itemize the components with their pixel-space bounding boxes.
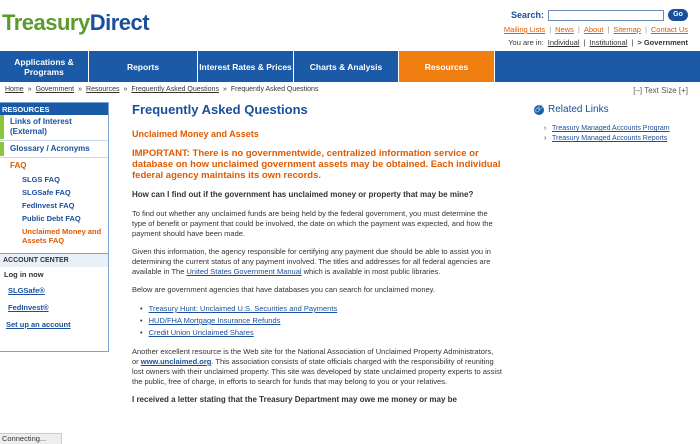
crumb-sep: » bbox=[123, 86, 128, 93]
individual-link[interactable]: Individual bbox=[547, 38, 580, 47]
treasury-hunt-link[interactable]: Treasury Hunt: Unclaimed U.S. Securities and Payments bbox=[148, 304, 338, 313]
logo-text-direct: Direct bbox=[89, 10, 150, 35]
nav-resources[interactable]: Resources bbox=[399, 51, 495, 82]
government-current: > Government bbox=[637, 38, 688, 47]
text-size-control[interactable]: [–] Text Size [+] bbox=[633, 86, 688, 95]
crumb-sep: » bbox=[222, 86, 227, 93]
search-bar bbox=[511, 9, 688, 21]
faq-paragraph: To find out whether any unclaimed funds are being held by the federal government, you must determine the type of benefit or payment that could be involved, the date on which the payment was expected, and how the payment should have been made. bbox=[132, 209, 493, 238]
crumb-current: Frequently Asked Questions bbox=[230, 86, 319, 93]
agency-list bbox=[140, 303, 502, 339]
nav-reports[interactable]: Reports bbox=[89, 51, 198, 82]
paragraph-text: which is available in most public libraries. bbox=[301, 267, 441, 276]
main-content bbox=[132, 102, 502, 414]
search-go-button[interactable]: Go bbox=[668, 9, 688, 21]
crumb-resources[interactable]: Resources bbox=[86, 86, 120, 93]
sidebar-item-faq[interactable]: FAQ bbox=[10, 161, 27, 170]
sidebar-item-glossary[interactable]: Glossary / Acronyms bbox=[0, 142, 108, 156]
separator: | bbox=[549, 25, 552, 34]
separator: | bbox=[583, 38, 586, 47]
paragraph-text: Given this information, the agency responsible for certifying any payment due should be able to assist you in determining the current status of any payment involved. The titles and addresses for all federal agencies are available in The bbox=[132, 247, 491, 276]
slgsafe-login-link[interactable]: SLGSafe® bbox=[8, 286, 45, 295]
you-are-in-label: You are in: bbox=[508, 38, 544, 47]
faq-paragraph: Below are government agencies that have databases you can search for unclaimed money. bbox=[132, 285, 435, 294]
faq-paragraph bbox=[132, 347, 502, 387]
link-icon: 🔗 bbox=[534, 105, 544, 113]
account-center-heading: ACCOUNT CENTER bbox=[0, 253, 108, 267]
separator: | bbox=[607, 25, 610, 34]
separator: | bbox=[631, 38, 634, 47]
sitemap-link[interactable]: Sitemap bbox=[613, 25, 641, 34]
crumb-sep: » bbox=[27, 86, 32, 93]
related-links bbox=[534, 104, 694, 145]
logo-text-treasury: Treasury bbox=[2, 10, 90, 35]
crumb-home[interactable]: Home bbox=[5, 86, 24, 93]
sidebar-subitem-public-debt-faq[interactable]: Public Debt FAQ bbox=[22, 214, 81, 223]
faq-paragraph bbox=[132, 247, 502, 277]
related-link-accounts-reports[interactable]: › Treasury Managed Accounts Reports bbox=[552, 135, 694, 142]
sidebar-divider bbox=[0, 140, 108, 141]
breadcrumb bbox=[5, 86, 318, 93]
paragraph-text: Another excellent resource is the Web site for the National Association of Unclaimed Property Administrators, or bbox=[132, 347, 494, 366]
gov-manual-link[interactable]: United States Government Manual bbox=[186, 267, 302, 276]
credit-union-link[interactable]: Credit Union Unclaimed Shares bbox=[148, 328, 254, 337]
fedinvest-login-link[interactable]: FedInvest® bbox=[8, 303, 49, 312]
unclaimed-org-link[interactable]: www.unclaimed.org bbox=[140, 357, 212, 366]
hud-fha-link[interactable]: HUD/FHA Mortgage Insurance Refunds bbox=[148, 316, 281, 325]
nav-interest-rates[interactable]: Interest Rates & Prices bbox=[198, 51, 294, 82]
faq-question: I received a letter stating that the Treasury Department may owe me money or may be bbox=[132, 395, 458, 404]
sidebar-divider bbox=[0, 157, 108, 158]
treasurydirect-logo[interactable] bbox=[2, 10, 149, 36]
sidebar bbox=[0, 102, 109, 352]
setup-account-link[interactable]: Set up an account bbox=[6, 320, 71, 329]
audience-switcher bbox=[508, 38, 688, 47]
page-title: Frequently Asked Questions bbox=[132, 102, 308, 117]
list-item bbox=[140, 303, 502, 315]
mailing-lists-link[interactable]: Mailing Lists bbox=[503, 25, 546, 34]
log-in-label: Log in now bbox=[4, 270, 44, 279]
sidebar-subitem-fedinvest-faq[interactable]: FedInvest FAQ bbox=[22, 201, 75, 210]
faq-question: How can I find out if the government has unclaimed money or property that may be mine? bbox=[132, 190, 474, 199]
separator: | bbox=[644, 25, 647, 34]
nav-filler bbox=[495, 51, 700, 82]
news-link[interactable]: News bbox=[555, 25, 574, 34]
institutional-link[interactable]: Institutional bbox=[589, 38, 628, 47]
sidebar-subitem-unclaimed-money-faq[interactable]: Unclaimed Money and Assets FAQ bbox=[22, 227, 102, 245]
related-link-accounts-program[interactable]: › Treasury Managed Accounts Program bbox=[552, 125, 694, 132]
related-links-title: Related Links bbox=[548, 104, 609, 115]
main-nav bbox=[0, 51, 700, 82]
nav-applications-programs[interactable]: Applications & Programs bbox=[0, 51, 89, 82]
search-input[interactable] bbox=[548, 10, 664, 21]
sidebar-subitem-slgsafe-faq[interactable]: SLGSafe FAQ bbox=[22, 188, 71, 197]
related-links-heading bbox=[534, 104, 694, 115]
crumb-sep: » bbox=[78, 86, 83, 93]
sidebar-subitem-slgs-faq[interactable]: SLGS FAQ bbox=[22, 175, 60, 184]
crumb-faq[interactable]: Frequently Asked Questions bbox=[131, 86, 219, 93]
sidebar-heading: RESOURCES bbox=[0, 103, 108, 115]
sidebar-item-links-of-interest[interactable]: Links of Interest (External) bbox=[0, 115, 108, 139]
important-notice: IMPORTANT: There is no governmentwide, centralized information service or database on how unclaimed government assets may be obtained. Each individual federal agency maintains its own records. bbox=[132, 148, 501, 181]
list-item bbox=[140, 315, 502, 327]
browser-status-bar: Connecting... bbox=[0, 433, 62, 444]
utility-links bbox=[504, 25, 688, 34]
nav-charts-analysis[interactable]: Charts & Analysis bbox=[294, 51, 399, 82]
contact-us-link[interactable]: Contact Us bbox=[650, 25, 688, 34]
list-item bbox=[140, 327, 502, 339]
site-header bbox=[0, 0, 700, 50]
crumb-government[interactable]: Government bbox=[35, 86, 75, 93]
paragraph-text: . This association consists of state officials charged with the responsibility of reuniting lost owners with their unclaimed property. This site was developed by state unclaimed property experts to assist the public, free of charge, in efforts to search for funds that may belong to you or your relatives. bbox=[132, 357, 502, 386]
separator: | bbox=[577, 25, 580, 34]
search-label: Search: bbox=[510, 10, 544, 20]
section-title: Unclaimed Money and Assets bbox=[132, 129, 259, 139]
about-link[interactable]: About bbox=[583, 25, 604, 34]
